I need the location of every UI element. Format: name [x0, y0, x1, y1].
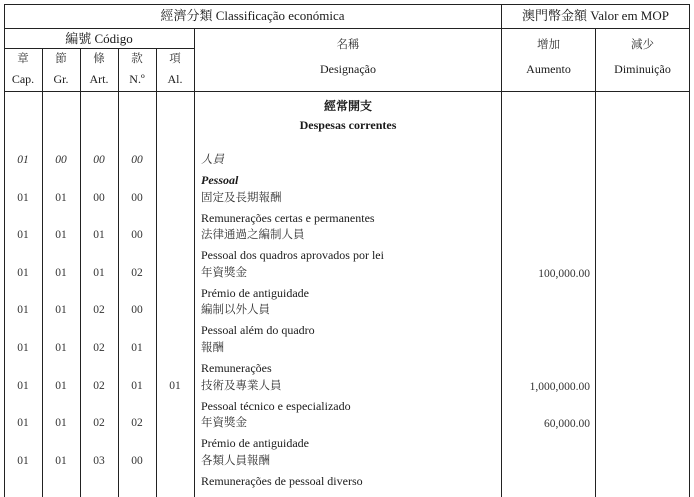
cap-cell: 01 [17, 267, 29, 279]
designation-zh: 年資獎金 [201, 267, 247, 279]
cap-cell: 01 [17, 417, 29, 429]
art-cell: 03 [93, 455, 105, 467]
cap-header-zh: 章 [17, 53, 29, 65]
designation-zh: 固定及長期報酬 [201, 192, 282, 204]
no-cell: 02 [131, 417, 143, 429]
no-cell: 00 [131, 304, 143, 316]
art-cell: 01 [93, 229, 105, 241]
art-cell: 02 [93, 342, 105, 354]
designation-zh: 報酬 [201, 342, 224, 354]
designation-zh: 法律通過之編制人員 [201, 229, 305, 241]
increase-header-pt: Aumento [526, 62, 571, 76]
no-cell: 00 [131, 192, 143, 204]
gr-cell: 01 [55, 267, 67, 279]
designation-zh: 人員 [201, 154, 224, 166]
gr-cell: 01 [55, 380, 67, 392]
designation-pt: Prémio de antiguidade [201, 436, 309, 450]
no-header-zh: 款 [131, 53, 143, 65]
cap-header-pt: Cap. [11, 72, 35, 86]
gr-cell: 01 [55, 304, 67, 316]
decrease-header-zh: 減少 [631, 39, 654, 51]
designation-pt: Pessoal dos quadros aprovados por lei [201, 248, 384, 262]
designation-pt: Pessoal técnico e especializado [201, 399, 351, 413]
col-divider-code-designation [194, 28, 195, 497]
art-header-pt: Art. [89, 72, 109, 86]
art-cell: 00 [93, 154, 105, 166]
increase-header-zh: 增加 [537, 39, 560, 51]
designation-pt: Remunerações [201, 361, 272, 375]
designation-pt: Pessoal além do quadro [201, 323, 315, 337]
gr-cell: 01 [55, 342, 67, 354]
section-title-pt: Despesas correntes [299, 118, 397, 132]
cap-cell: 01 [17, 380, 29, 392]
no-cell: 02 [131, 267, 143, 279]
no-cell: 01 [131, 380, 143, 392]
designation-pt: Prémio de antiguidade [201, 286, 309, 300]
gr-cell: 01 [55, 455, 67, 467]
art-header-zh: 條 [93, 53, 105, 65]
gr-cell: 01 [55, 229, 67, 241]
designation-zh: 各類人員報酬 [201, 455, 270, 467]
no-cell: 00 [131, 154, 143, 166]
art-cell: 01 [93, 267, 105, 279]
aumento-value: 1,000,000.00 [529, 381, 590, 393]
art-cell: 02 [93, 304, 105, 316]
cap-cell: 01 [17, 229, 29, 241]
table-top-border [4, 4, 690, 5]
cap-cell: 01 [17, 342, 29, 354]
section-title-zh: 經常開支 [323, 99, 372, 113]
designation-pt: Remunerações de pessoal diverso [201, 474, 363, 488]
amount-mop-header: 澳門幣金額 Valor em MOP [522, 8, 669, 23]
code-header: 編號 Código [65, 31, 133, 46]
art-cell: 00 [93, 192, 105, 204]
al-header-pt: Al. [167, 72, 183, 86]
al-header-zh: 項 [169, 53, 181, 65]
code-header-divider [4, 48, 194, 49]
header-row1-divider [4, 28, 690, 29]
cap-cell: 01 [17, 304, 29, 316]
designation-header-pt: Designação [320, 62, 376, 76]
art-cell: 02 [93, 380, 105, 392]
cap-cell: 01 [17, 154, 29, 166]
cap-cell: 01 [17, 192, 29, 204]
no-header-pt: N.º [129, 72, 145, 86]
art-cell: 02 [93, 417, 105, 429]
col-divider-aumento-diminuicao [595, 28, 596, 497]
designation-header-zh: 名稱 [336, 39, 360, 51]
decrease-header-pt: Diminuição [614, 62, 671, 76]
designation-zh: 年資獎金 [201, 417, 247, 429]
aumento-value: 60,000.00 [544, 418, 590, 430]
no-cell: 01 [131, 342, 143, 354]
gr-cell: 00 [55, 154, 67, 166]
gr-header-zh: 節 [55, 53, 67, 65]
designation-pt: Pessoal [201, 173, 239, 187]
no-cell: 00 [131, 229, 143, 241]
header-bottom-border [4, 91, 690, 92]
designation-zh: 技術及專業人員 [201, 380, 282, 392]
cap-cell: 01 [17, 455, 29, 467]
gr-header-pt: Gr. [53, 72, 69, 86]
gr-cell: 01 [55, 417, 67, 429]
designation-zh: 編制以外人員 [201, 304, 270, 316]
designation-pt: Remunerações certas e permanentes [201, 211, 375, 225]
gr-cell: 01 [55, 192, 67, 204]
al-cell: 01 [169, 380, 181, 392]
table-right-border [689, 4, 690, 497]
col-divider-no-al [156, 48, 157, 497]
classification-header: 經濟分類 Classificação económica [160, 8, 345, 23]
no-cell: 00 [131, 455, 143, 467]
aumento-value: 100,000.00 [538, 268, 590, 280]
